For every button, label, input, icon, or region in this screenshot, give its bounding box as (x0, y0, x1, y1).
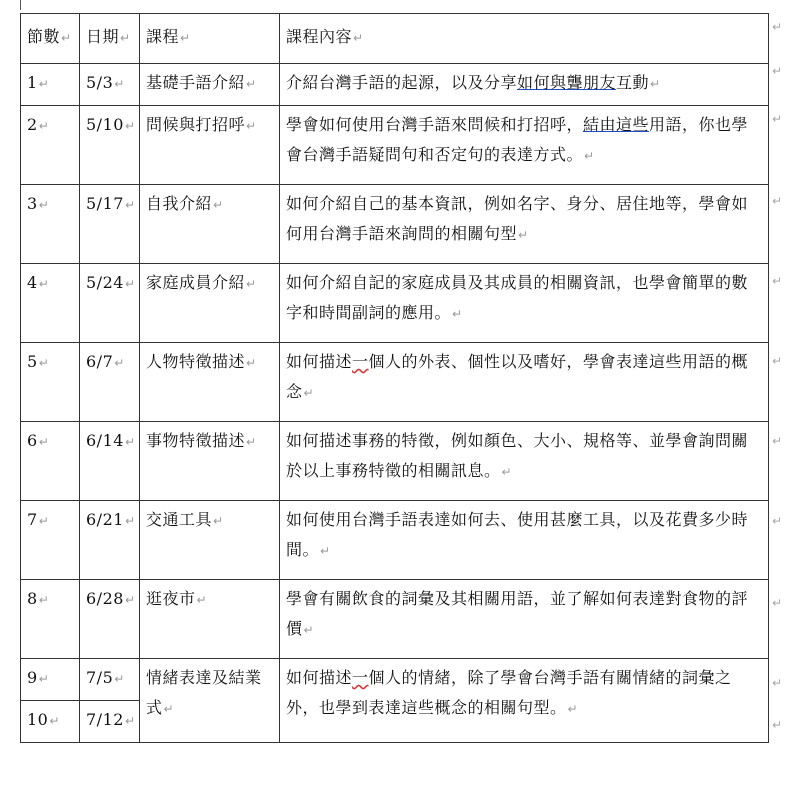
text-cursor (20, 0, 21, 10)
row-end-mark: ↵ (772, 64, 783, 78)
underlined-phrase: 結由這些 (583, 115, 650, 134)
table-row (21, 422, 769, 501)
cell-date[interactable]: 6/21↵ (80, 501, 140, 580)
header-course[interactable]: 課程↵ (140, 14, 280, 64)
cell-date[interactable]: 6/7↵ (80, 343, 140, 422)
table-row (21, 580, 769, 659)
cell-course[interactable]: 家庭成員介紹↵ (140, 264, 280, 343)
cell-session[interactable]: 5↵ (21, 343, 80, 422)
row-end-mark: ↵ (772, 434, 783, 448)
table-row (21, 343, 769, 422)
table-header-row (21, 14, 769, 64)
table-row (21, 501, 769, 580)
cell-session[interactable]: 10↵ (21, 701, 80, 743)
cell-content[interactable]: 學會有關飲食的詞彙及其相關用語，並了解如何表達對食物的評價↵ (280, 580, 769, 659)
table-row (21, 659, 769, 701)
cell-content[interactable]: 介紹台灣手語的起源，以及分享如何與聾朋友互動↵ (280, 64, 769, 106)
cell-course[interactable]: 自我介紹↵ (140, 185, 280, 264)
cell-date[interactable]: 6/28↵ (80, 580, 140, 659)
cell-content[interactable]: 如何描述一個人的外表、個性以及嗜好，學會表達這些用語的概念↵ (280, 343, 769, 422)
cell-date[interactable]: 5/10↵ (80, 106, 140, 185)
cell-content[interactable]: 如何介紹自記的家庭成員及其成員的相關資訊，也學會簡單的數字和時間副詞的應用。↵ (280, 264, 769, 343)
table-row (21, 64, 769, 106)
row-end-mark: ↵ (772, 274, 783, 288)
cell-date[interactable]: 7/5↵ (80, 659, 140, 701)
row-end-mark: ↵ (772, 596, 783, 610)
cell-course[interactable]: 逛夜市↵ (140, 580, 280, 659)
cell-content[interactable]: 學會如何使用台灣手語來問候和打招呼，結由這些用語，你也學會台灣手語疑問句和否定句的表達方式。↵ (280, 106, 769, 185)
table-row (21, 106, 769, 185)
row-end-mark: ↵ (772, 112, 783, 126)
cell-session[interactable]: 9↵ (21, 659, 80, 701)
cell-content[interactable]: 如何使用台灣手語表達如何去、使用甚麼工具，以及花費多少時間。↵ (280, 501, 769, 580)
cell-course[interactable]: 事物特徵描述↵ (140, 422, 280, 501)
row-end-mark: ↵ (772, 676, 783, 690)
cell-session[interactable]: 4↵ (21, 264, 80, 343)
cell-date[interactable]: 5/17↵ (80, 185, 140, 264)
cell-course[interactable]: 問候與打招呼↵ (140, 106, 280, 185)
cell-session[interactable]: 3↵ (21, 185, 80, 264)
cell-date[interactable]: 6/14↵ (80, 422, 140, 501)
cell-session[interactable]: 8↵ (21, 580, 80, 659)
header-session[interactable]: 節數↵ (21, 14, 80, 64)
header-date[interactable]: 日期↵ (80, 14, 140, 64)
cell-session[interactable]: 7↵ (21, 501, 80, 580)
row-end-mark: ↵ (772, 354, 783, 368)
cell-session[interactable]: 2↵ (21, 106, 80, 185)
cell-content[interactable]: 如何描述事務的特徵，例如顏色、大小、規格等、並學會詢問關於以上事務特徵的相關訊息。↵ (280, 422, 769, 501)
cell-date[interactable]: 7/12↵ (80, 701, 140, 743)
table-row (21, 185, 769, 264)
row-end-mark: ↵ (772, 514, 783, 528)
cell-content[interactable]: 如何介紹自己的基本資訊，例如名字、身分、居住地等，學會如何用台灣手語來詢問的相關句型↵ (280, 185, 769, 264)
cell-course[interactable]: 情緒表達及結業式↵ (140, 659, 280, 743)
cell-session[interactable]: 1↵ (21, 64, 80, 106)
spellcheck-underline: 一 (352, 352, 369, 371)
cell-content[interactable]: 如何描述一個人的情緒，除了學會台灣手語有關情緒的詞彙之外，也學到表達這些概念的相關句型。↵ (280, 659, 769, 743)
cell-course[interactable]: 交通工具↵ (140, 501, 280, 580)
course-schedule-table (20, 13, 769, 743)
spellcheck-underline: 一 (352, 668, 369, 687)
header-content[interactable]: 課程內容↵ (280, 14, 769, 64)
table-row (21, 264, 769, 343)
cell-date[interactable]: 5/3↵ (80, 64, 140, 106)
row-end-mark: ↵ (772, 718, 783, 732)
cell-date[interactable]: 5/24↵ (80, 264, 140, 343)
cell-course[interactable]: 基礎手語介紹↵ (140, 64, 280, 106)
underlined-phrase: 如何與聾朋友 (517, 73, 617, 92)
cell-course[interactable]: 人物特徵描述↵ (140, 343, 280, 422)
cell-session[interactable]: 6↵ (21, 422, 80, 501)
row-end-mark: ↵ (772, 20, 783, 34)
row-end-mark: ↵ (772, 194, 783, 208)
